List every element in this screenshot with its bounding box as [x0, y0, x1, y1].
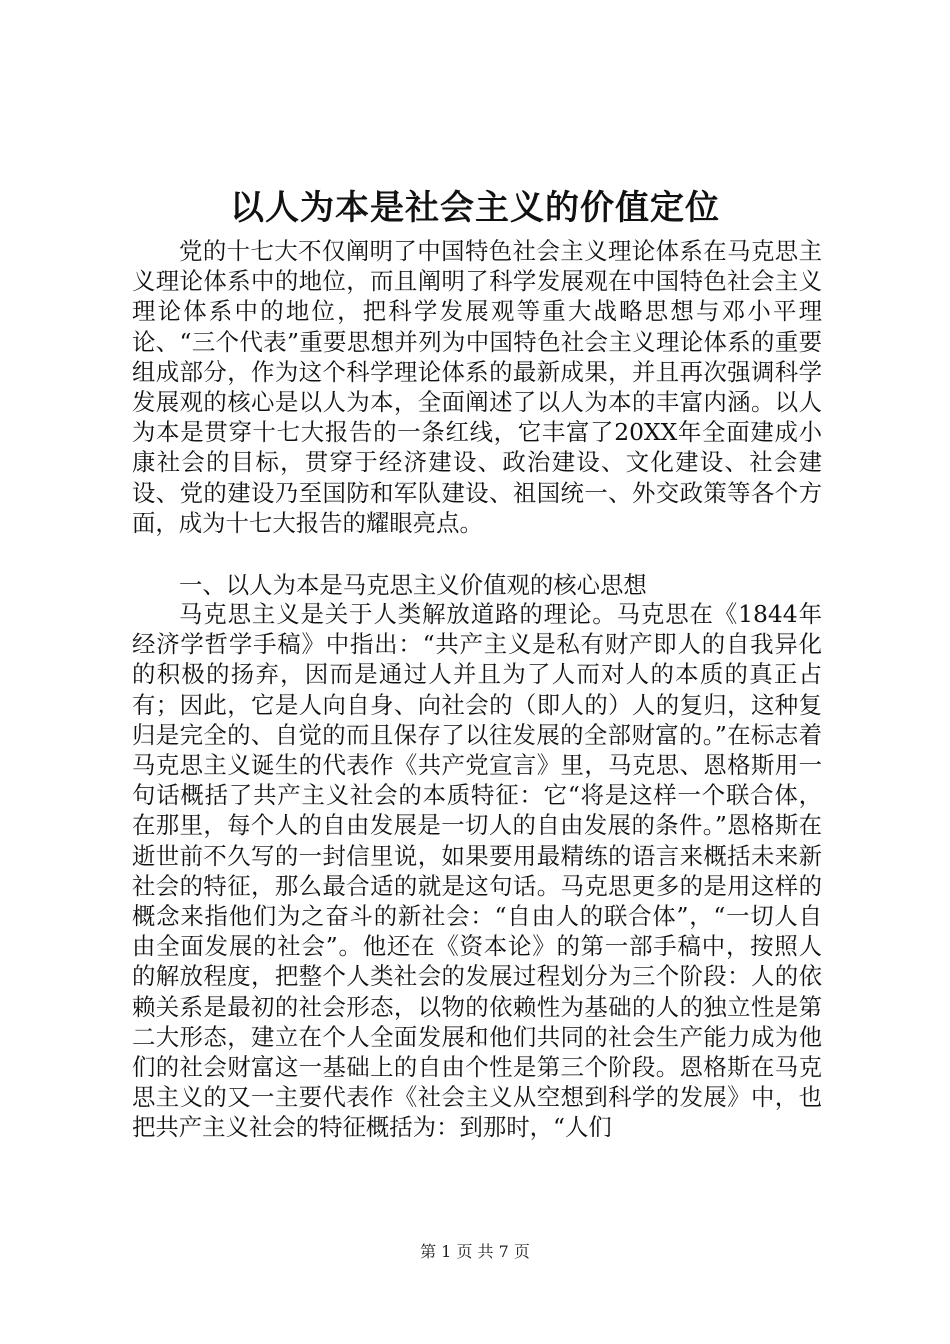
intro-paragraph: 党的十七大不仅阐明了中国特色社会主义理论体系在马克思主义理论体系中的地位，而且阐明了科学发展观在中国特色社会主义理论体系中的地位，把科学发展观等重大战略思想与邓小平理论、“三个代表”重要思想并列为中国特色社会主义理论体系的重要组成部分，作为这个科学理论体系的最新成果，并且再次强调科学发展观的核心是以人为本，全面阐述了以人为本的丰富内涵。以人为本是贯穿十七大报告的一条红线，它丰富了20XX年全面建成小康社会的目标，贯穿于经济建设、政治建设、文化建设、社会建设、党的建设乃至国防和军队建设、祖国统一、外交政策等各个方面，成为十七大报告的耀眼亮点。 [132, 237, 822, 537]
page-footer [0, 1241, 950, 1263]
document-title: 以人为本是社会主义的价值定位 [230, 188, 720, 228]
page-number-label: 第 1 页 共 7 页 [420, 1242, 530, 1261]
section-paragraph: 马克思主义是关于人类解放道路的理论。马克思在《1844年经济学哲学手稿》中指出：“共产主义是私有财产即人的自我异化的积极的扬弃，因而是通过人并且为了人而对人的本质的真正占有；因此，它是人向自身、向社会的（即人的）人的复归，这种复归是完全的、自觉的而且保存了以往发展的全部财富的。”在标志着马克思主义诞生的代表作《共产党宣言》里，马克思、恩格斯用一句话概括了共产主义社会的本质特征：它“将是这样一个联合体，在那里，每个人的自由发展是一切人的自由发展的条件。”恩格斯在逝世前不久写的一封信里说，如果要用最精练的语言来概括未来新社会的特征，那么最合适的就是这句话。马克思更多的是用这样的概念来指他们为之奋斗的新社会：“自由人的联合体”，“一切人自由全面发展的社会”。他还在《资本论》的第一部手稿中，按照人的解放程度，把整个人类社会的发展过程划分为三个阶段：人的依赖关系是最初的社会形态，以物的依赖性为基础的人的独立性是第二大形态，建立在个人全面发展和他们共同的社会生产能力成为他们的社会财富这一基础上的自由个性是第三个阶段。恩格斯在马克思主义的又一主要代表作《社会主义从空想到科学的发展》中，也把共产主义社会的特征概括为：到那时，“人们 [132, 600, 822, 1142]
section-heading: 一、以人为本是马克思主义价值观的核心思想 [179, 571, 647, 599]
